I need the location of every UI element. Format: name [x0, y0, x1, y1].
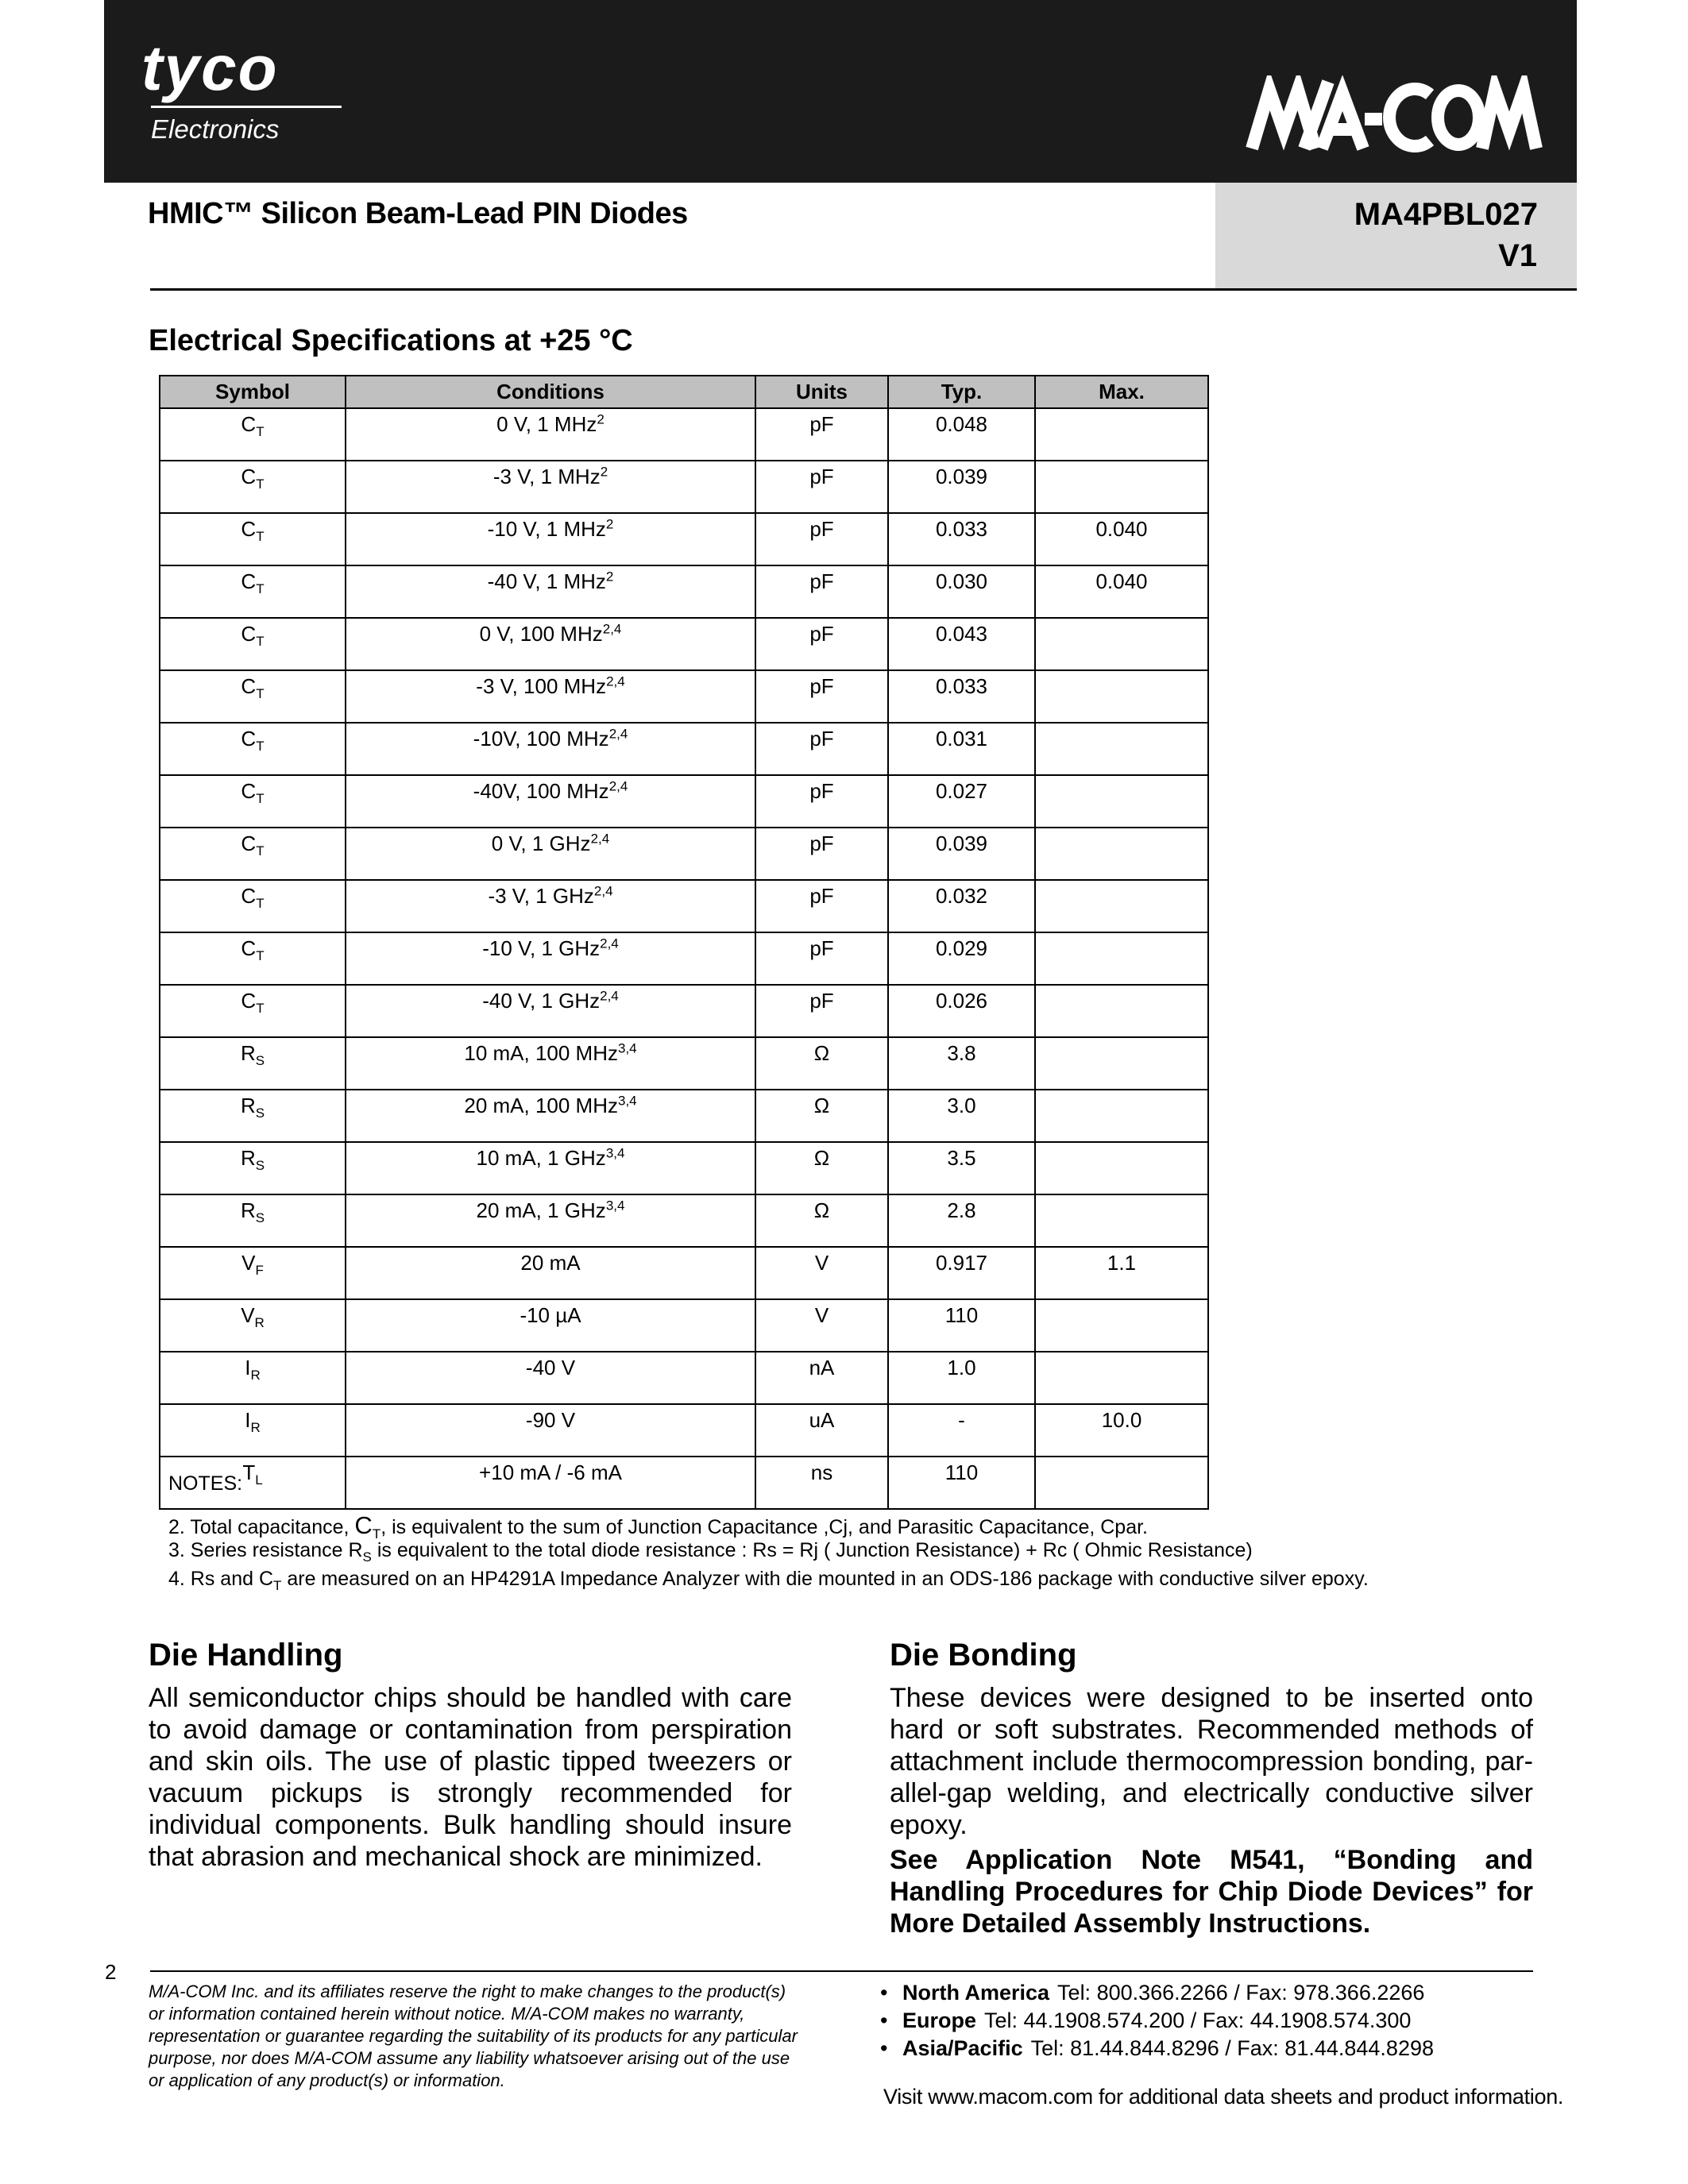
- application-note-reference: See Application Note M541, “Bonding and Handling Procedures for Chip Diode Devices” for More Detailed Assembly Instructions.: [890, 1845, 1533, 1939]
- table-row: [160, 670, 1208, 723]
- cell-typ: 0.026: [888, 985, 1035, 1037]
- cell-max: [1035, 618, 1208, 670]
- symbol-subscript: L: [255, 1472, 263, 1488]
- col-units: Units: [755, 376, 888, 408]
- condition-text: -10 µA: [520, 1303, 581, 1327]
- cell-units: Ω: [755, 1194, 888, 1247]
- cell-units: nA: [755, 1352, 888, 1404]
- footer-divider: [150, 1970, 1533, 1972]
- cell-max: 1.1: [1035, 1247, 1208, 1299]
- cell-typ: 0.029: [888, 932, 1035, 985]
- condition-note-ref: 2,4: [593, 883, 613, 899]
- revision: V1: [1498, 238, 1537, 273]
- condition-text: -90 V: [525, 1408, 576, 1432]
- table-row: [160, 828, 1208, 880]
- symbol-subscript: T: [256, 791, 265, 807]
- title-divider: [150, 288, 1577, 291]
- table-row: [160, 1247, 1208, 1299]
- cell-max: 10.0: [1035, 1404, 1208, 1457]
- cell-max: [1035, 670, 1208, 723]
- die-bonding-heading: Die Bonding: [890, 1638, 1077, 1673]
- symbol-subscript: R: [250, 1420, 261, 1436]
- condition-note-ref: 2,4: [606, 673, 625, 689]
- contact-region: Europe: [902, 2008, 977, 2032]
- cell-max: 0.040: [1035, 565, 1208, 618]
- cell-symbol: [160, 1090, 346, 1142]
- col-symbol: Symbol: [160, 376, 346, 408]
- cell-typ: 2.8: [888, 1194, 1035, 1247]
- condition-text: -10 V, 1 GHz: [482, 936, 601, 960]
- symbol-subscript: R: [250, 1368, 261, 1383]
- condition-note-ref: 2,4: [602, 621, 622, 637]
- condition-text: 0 V, 1 GHz: [491, 832, 591, 855]
- cell-conditions: [346, 1142, 755, 1194]
- condition-note-ref: 2,4: [608, 778, 628, 794]
- symbol-letter: C: [241, 936, 257, 960]
- symbol-subscript: S: [255, 1106, 265, 1121]
- tyco-logo: tyco: [141, 33, 279, 103]
- symbol-letter: I: [245, 1356, 251, 1379]
- contact-europe: • Europe Tel: 44.1908.574.200 / Fax: 44.1908.574.300: [880, 2008, 1412, 2032]
- symbol-subscript: S: [255, 1158, 265, 1174]
- cell-symbol: [160, 775, 346, 828]
- cell-max: [1035, 1142, 1208, 1194]
- condition-text: 10 mA, 100 MHz: [464, 1041, 618, 1065]
- table-row: [160, 408, 1208, 461]
- symbol-letter: C: [241, 727, 257, 751]
- cell-units: V: [755, 1299, 888, 1352]
- table-row: [160, 1299, 1208, 1352]
- table-header-row: [160, 376, 1208, 408]
- cell-typ: 110: [888, 1299, 1035, 1352]
- cell-conditions: [346, 1037, 755, 1090]
- cell-units: V: [755, 1247, 888, 1299]
- cell-max: [1035, 1090, 1208, 1142]
- table-row: [160, 618, 1208, 670]
- condition-note-ref: 2: [605, 516, 614, 532]
- cell-conditions: [346, 408, 755, 461]
- symbol-letter: C: [241, 884, 257, 908]
- cell-typ: 0.033: [888, 670, 1035, 723]
- symbol-subscript: T: [256, 896, 265, 912]
- table-row: [160, 513, 1208, 565]
- cell-typ: 0.043: [888, 618, 1035, 670]
- table-row: [160, 1090, 1208, 1142]
- cell-max: [1035, 461, 1208, 513]
- contact-region: Asia/Pacific: [902, 2036, 1023, 2060]
- cell-max: [1035, 932, 1208, 985]
- cell-typ: 0.039: [888, 461, 1035, 513]
- table-row: [160, 723, 1208, 775]
- cell-units: pF: [755, 880, 888, 932]
- notes-heading: NOTES:: [168, 1472, 243, 1495]
- table-row: [160, 1194, 1208, 1247]
- symbol-letter: I: [245, 1408, 251, 1432]
- cell-conditions: [346, 1090, 755, 1142]
- condition-note-ref: 2,4: [590, 831, 610, 847]
- condition-note-ref: 2,4: [600, 988, 619, 1004]
- cell-units: Ω: [755, 1090, 888, 1142]
- cell-conditions: [346, 932, 755, 985]
- spec-table-body: [160, 408, 1208, 1509]
- cell-conditions: [346, 723, 755, 775]
- cell-units: Ω: [755, 1037, 888, 1090]
- page-number: 2: [105, 1960, 117, 1984]
- col-typ: Typ.: [888, 376, 1035, 408]
- cell-symbol: [160, 1037, 346, 1090]
- symbol-subscript: T: [256, 477, 265, 492]
- cell-symbol: [160, 1194, 346, 1247]
- condition-text: 0 V, 1 MHz: [496, 412, 597, 436]
- symbol-subscript: T: [256, 686, 265, 702]
- contact-region: North America: [902, 1981, 1050, 2005]
- cell-conditions: [346, 1352, 755, 1404]
- cell-typ: 1.0: [888, 1352, 1035, 1404]
- disclaimer: M/A-COM Inc. and its affiliates reserve the right to make changes to the product(s) or information contained herein without notice. M/A-COM makes no warranty, representation or guarantee regarding the suitability of its products for any particular purpose, nor does M/A-COM assume any liability whatsoever arising out of the use or application of any product(s) or information.: [149, 1981, 798, 2090]
- cell-max: [1035, 1194, 1208, 1247]
- symbol-letter: C: [241, 569, 257, 593]
- symbol-subscript: T: [256, 948, 265, 964]
- cell-symbol: [160, 670, 346, 723]
- cell-units: pF: [755, 723, 888, 775]
- col-conditions: Conditions: [346, 376, 755, 408]
- cell-units: pF: [755, 461, 888, 513]
- contact-phone: Tel: 44.1908.574.200 / Fax: 44.1908.574.300: [984, 2008, 1412, 2032]
- spec-heading: Electrical Specifications at +25 °C: [149, 324, 633, 357]
- symbol-subscript: T: [256, 843, 265, 859]
- symbol-subscript: R: [254, 1315, 265, 1331]
- cell-conditions: [346, 1247, 755, 1299]
- cell-typ: 3.5: [888, 1142, 1035, 1194]
- cell-conditions: [346, 1194, 755, 1247]
- cell-symbol: [160, 1352, 346, 1404]
- condition-text: 20 mA, 1 GHz: [476, 1198, 606, 1222]
- condition-text: -40V, 100 MHz: [473, 779, 609, 803]
- cell-symbol: [160, 1247, 346, 1299]
- table-row: [160, 985, 1208, 1037]
- cell-typ: 3.0: [888, 1090, 1035, 1142]
- cell-units: pF: [755, 985, 888, 1037]
- cell-units: pF: [755, 670, 888, 723]
- cell-symbol: [160, 828, 346, 880]
- symbol-subscript: S: [255, 1053, 265, 1069]
- cell-symbol: [160, 723, 346, 775]
- document-title: HMIC™ Silicon Beam-Lead PIN Diodes: [148, 197, 688, 230]
- symbol-letter: C: [241, 989, 257, 1013]
- symbol-letter: C: [241, 832, 257, 855]
- condition-text: -10 V, 1 MHz: [487, 517, 606, 541]
- condition-note-ref: 2,4: [600, 936, 619, 951]
- condition-text: -3 V, 100 MHz: [476, 674, 607, 698]
- cell-conditions: [346, 1404, 755, 1457]
- die-handling-body: All semiconductor chips should be handled with care to avoid damage or contamination from perspiration and skin oils. The use of plastic tipped tweezers or vacuum pickups is strongly recommended for individual components. Bulk handling should insure that abrasion and mechanical shock are minimized.: [149, 1683, 792, 1872]
- symbol-subscript: T: [256, 529, 265, 545]
- cell-typ: 0.917: [888, 1247, 1035, 1299]
- condition-text: 20 mA, 100 MHz: [464, 1094, 618, 1117]
- contact-asia-pacific: • Asia/Pacific Tel: 81.44.844.8296 / Fax: 81.44.844.8298: [880, 2036, 1434, 2060]
- condition-text: -10V, 100 MHz: [473, 727, 609, 751]
- note-2: 2. Total capacitance, $C_T$, is equivalent to the sum of Junction Capacitance ,Cj, and Parasitic Capacitance, Cpar.: [168, 1511, 1148, 1542]
- table-row: [160, 565, 1208, 618]
- cell-typ: -: [888, 1404, 1035, 1457]
- cell-symbol: [160, 461, 346, 513]
- condition-note-ref: 3,4: [605, 1198, 625, 1214]
- contact-phone: Tel: 81.44.844.8296 / Fax: 81.44.844.8298: [1030, 2036, 1434, 2060]
- cell-conditions: [346, 828, 755, 880]
- cell-typ: 0.048: [888, 408, 1035, 461]
- symbol-subscript: T: [256, 634, 265, 650]
- symbol-letter: R: [240, 1041, 256, 1065]
- cell-units: pF: [755, 775, 888, 828]
- symbol-subscript: T: [256, 581, 265, 597]
- symbol-subscript: F: [255, 1263, 264, 1279]
- symbol-letter: V: [241, 1251, 256, 1275]
- cell-symbol: [160, 1299, 346, 1352]
- symbol-letter: V: [241, 1303, 255, 1327]
- cell-max: [1035, 723, 1208, 775]
- symbol-letter: C: [241, 412, 257, 436]
- cell-conditions: [346, 461, 755, 513]
- cell-conditions: [346, 775, 755, 828]
- symbol-letter: C: [241, 622, 257, 646]
- cell-typ: 0.031: [888, 723, 1035, 775]
- symbol-letter: C: [241, 465, 257, 488]
- cell-symbol: [160, 932, 346, 985]
- symbol-letter: C: [241, 517, 257, 541]
- condition-text: 10 mA, 1 GHz: [476, 1146, 606, 1170]
- table-row: [160, 1457, 1208, 1509]
- cell-typ: 0.027: [888, 775, 1035, 828]
- cell-conditions: [346, 618, 755, 670]
- table-row: [160, 880, 1208, 932]
- symbol-letter: C: [241, 674, 257, 698]
- cell-max: [1035, 775, 1208, 828]
- cell-conditions: [346, 513, 755, 565]
- cell-units: pF: [755, 932, 888, 985]
- condition-note-ref: 3,4: [618, 1040, 637, 1056]
- cell-conditions: [346, 670, 755, 723]
- symbol-letter: T: [242, 1461, 256, 1484]
- cell-symbol: [160, 565, 346, 618]
- die-bonding-body: These devices were designed to be inserted onto hard or soft substrates. Recommended methods of attachment include thermocompression bonding, par-allel-gap welding, and electrically conductive silver epoxy.: [890, 1683, 1533, 1840]
- cell-conditions: [346, 880, 755, 932]
- cell-units: pF: [755, 828, 888, 880]
- condition-text: -40 V, 1 MHz: [487, 569, 606, 593]
- condition-text: 20 mA: [520, 1251, 581, 1275]
- table-row: [160, 461, 1208, 513]
- condition-note-ref: 2: [600, 464, 608, 480]
- contact-list: [880, 1979, 1434, 2062]
- condition-note-ref: 2: [605, 569, 614, 585]
- cell-typ: 0.039: [888, 828, 1035, 880]
- die-handling-heading: Die Handling: [149, 1638, 343, 1673]
- cell-units: pF: [755, 618, 888, 670]
- cell-symbol: [160, 1142, 346, 1194]
- cell-typ: 0.032: [888, 880, 1035, 932]
- condition-text: -3 V, 1 GHz: [488, 884, 594, 908]
- cell-max: [1035, 985, 1208, 1037]
- cell-symbol: [160, 513, 346, 565]
- cell-max: [1035, 408, 1208, 461]
- note-3: 3. Series resistance $R_S$ is equivalent to the total diode resistance : Rs = Rj ( Junction Resistance) + Rc ( Ohmic Resistance): [168, 1539, 1253, 1565]
- cell-max: [1035, 880, 1208, 932]
- cell-units: pF: [755, 565, 888, 618]
- symbol-letter: C: [241, 779, 257, 803]
- cell-typ: 0.033: [888, 513, 1035, 565]
- table-row: [160, 932, 1208, 985]
- cell-max: [1035, 1457, 1208, 1509]
- cell-conditions: [346, 985, 755, 1037]
- cell-typ: 3.8: [888, 1037, 1035, 1090]
- website-link[interactable]: Visit www.macom.com for additional data sheets and product information.: [883, 2085, 1564, 2109]
- cell-symbol: [160, 408, 346, 461]
- condition-text: -3 V, 1 MHz: [492, 465, 601, 488]
- table-row: [160, 1352, 1208, 1404]
- part-number: MA4PBL027: [1354, 197, 1538, 232]
- cell-max: [1035, 1299, 1208, 1352]
- macom-logo: [1246, 75, 1543, 155]
- cell-max: [1035, 1037, 1208, 1090]
- cell-units: pF: [755, 513, 888, 565]
- cell-conditions: [346, 565, 755, 618]
- cell-conditions: [346, 1299, 755, 1352]
- cell-units: ns: [755, 1457, 888, 1509]
- cell-conditions: [346, 1457, 755, 1509]
- symbol-subscript: T: [256, 1001, 265, 1017]
- cell-symbol: [160, 1404, 346, 1457]
- condition-text: -40 V, 1 GHz: [482, 989, 601, 1013]
- cell-max: [1035, 1352, 1208, 1404]
- cell-symbol: [160, 985, 346, 1037]
- condition-note-ref: 3,4: [618, 1093, 637, 1109]
- cell-units: uA: [755, 1404, 888, 1457]
- tyco-logo-subtitle: Electronics: [151, 114, 280, 144]
- tyco-logo-rule: [151, 106, 342, 108]
- table-row: [160, 775, 1208, 828]
- cell-max: 0.040: [1035, 513, 1208, 565]
- condition-text: -40 V: [525, 1356, 576, 1379]
- symbol-subscript: S: [255, 1210, 265, 1226]
- table-row: [160, 1142, 1208, 1194]
- cell-symbol: [160, 618, 346, 670]
- condition-note-ref: 2,4: [608, 726, 628, 742]
- condition-note-ref: 3,4: [605, 1145, 625, 1161]
- condition-note-ref: 2: [597, 411, 605, 427]
- condition-text: 0 V, 100 MHz: [479, 622, 603, 646]
- symbol-subscript: T: [256, 739, 265, 754]
- cell-units: Ω: [755, 1142, 888, 1194]
- table-row: [160, 1404, 1208, 1457]
- cell-max: [1035, 828, 1208, 880]
- table-row: [160, 1037, 1208, 1090]
- col-max: Max.: [1035, 376, 1208, 408]
- spec-table: [159, 375, 1209, 1510]
- cell-typ: 0.030: [888, 565, 1035, 618]
- cell-units: pF: [755, 408, 888, 461]
- symbol-letter: R: [240, 1094, 256, 1117]
- contact-north-america: • North America Tel: 800.366.2266 / Fax: 978.366.2266: [880, 1981, 1425, 2005]
- contact-phone: Tel: 800.366.2266 / Fax: 978.366.2266: [1057, 1981, 1425, 2005]
- symbol-letter: R: [240, 1146, 256, 1170]
- cell-symbol: [160, 880, 346, 932]
- symbol-subscript: T: [256, 424, 265, 440]
- symbol-letter: R: [240, 1198, 256, 1222]
- note-4: 4. Rs and $C_T$ are measured on an HP4291A Impedance Analyzer with die mounted in an ODS-186 package with conductive silver epoxy.: [168, 1568, 1369, 1593]
- cell-typ: 110: [888, 1457, 1035, 1509]
- condition-text: +10 mA / -6 mA: [479, 1461, 622, 1484]
